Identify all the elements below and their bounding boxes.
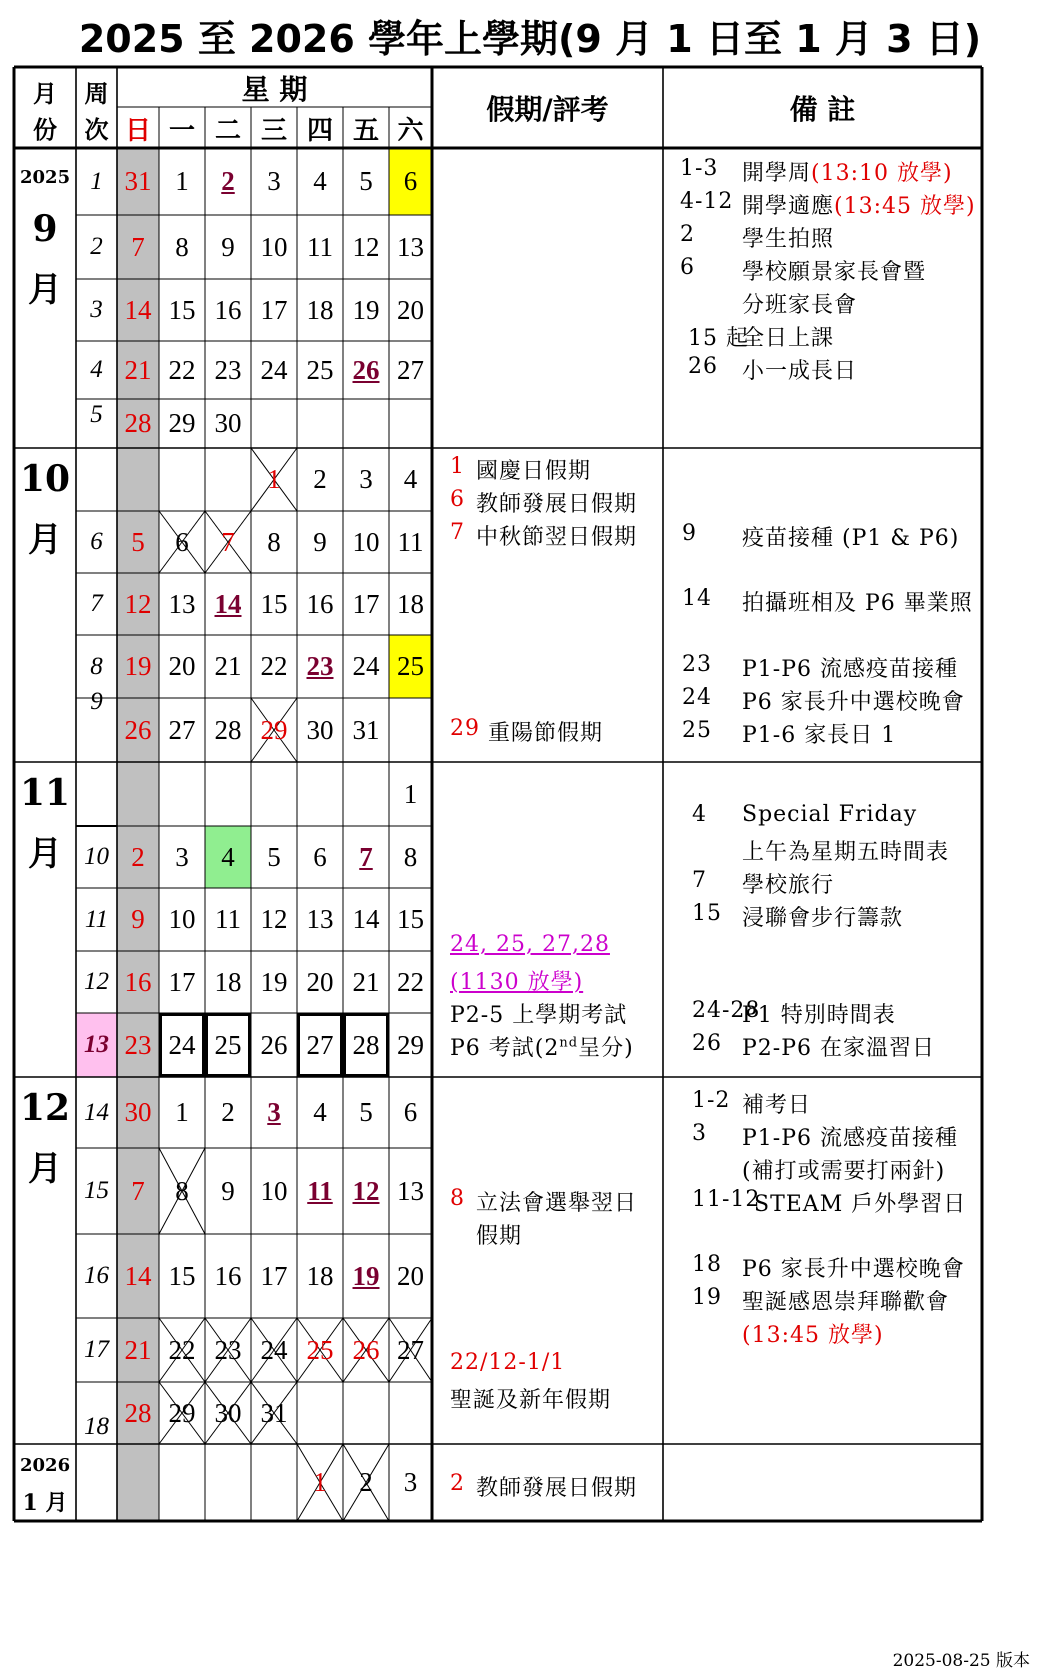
calendar-day: 5 — [359, 1097, 373, 1127]
calendar-day: 4 — [313, 166, 327, 196]
remark-label: 小一成長日 — [742, 359, 858, 384]
calendar-day: 24 — [260, 1334, 288, 1365]
header-weekday: 六 — [397, 115, 424, 146]
remark-date: 26 — [688, 354, 718, 379]
calendar-day: 22 — [168, 1334, 196, 1365]
calendar-day: 24 — [260, 354, 288, 385]
calendar-day: 31 — [260, 1397, 288, 1428]
header-weekday: 四 — [306, 115, 333, 146]
calendar-day: 26 — [124, 714, 152, 745]
remark-text: P2-P6 在家溫習日 — [742, 1036, 936, 1061]
calendar-day: 7 — [131, 1175, 145, 1206]
remark-text: (補打或需要打兩針) — [742, 1159, 946, 1184]
calendar-day: 18 — [214, 966, 242, 997]
remark-text: P1-P6 流感疫苗接種 — [742, 1126, 959, 1151]
exam-p6-text: 呈分) — [578, 1036, 634, 1061]
remark-label: 全日上課 — [742, 326, 835, 351]
exam-dismissal: (1130 放學) — [450, 970, 584, 995]
remark-date: 18 — [692, 1252, 722, 1277]
calendar-day: 6 — [313, 841, 327, 872]
remark-label: 學校願景家長會暨 — [742, 260, 927, 285]
calendar-day: 21 — [124, 1334, 152, 1365]
calendar-day: 5 — [267, 841, 281, 872]
header-weekday-group: 星 期 — [241, 73, 308, 106]
header-weekday: 二 — [214, 115, 241, 146]
header-month: 份 — [33, 115, 57, 144]
week-number: 1 — [90, 167, 103, 195]
remark-date: 26 — [692, 1031, 722, 1056]
calendar-day: 3 — [175, 841, 189, 872]
week-number: 16 — [84, 1262, 109, 1289]
week-number: 10 — [84, 843, 109, 870]
calendar-day: 21 — [214, 651, 242, 681]
header-holidays: 假期/評考 — [486, 92, 609, 126]
remark-date: 15 起 — [688, 326, 749, 351]
calendar-day: 22 — [397, 966, 424, 997]
month-year: 2025 — [20, 167, 71, 188]
calendar-day: 16 — [214, 294, 242, 325]
calendar-day: 4 — [221, 841, 235, 872]
month-label: 月 — [28, 1149, 62, 1189]
remark-label: 分班家長會 — [742, 293, 858, 318]
remark-date: 25 — [682, 718, 712, 743]
remark-text — [742, 288, 857, 319]
calendar-day: 19 — [352, 294, 380, 325]
header-weekday: 三 — [260, 115, 287, 146]
calendar-day: 26 — [260, 1029, 288, 1060]
calendar-day: 4 — [313, 1097, 327, 1127]
page-title: 2025 至 2026 學年上學期(9 月 1 日至 1 月 3 日) — [78, 17, 982, 61]
calendar-day: 10 — [260, 1175, 288, 1206]
calendar-day: 12 — [352, 231, 380, 262]
calendar-day: 9 — [221, 1175, 235, 1206]
calendar-day: 28 — [124, 1397, 152, 1428]
calendar-day: 16 — [214, 1260, 242, 1291]
calendar-day: 28 — [124, 408, 152, 438]
calendar-day: 26 — [352, 1334, 380, 1365]
remark-label: 開學周 — [742, 161, 812, 186]
calendar-day: 19 — [260, 966, 288, 997]
holiday-date: 7 — [450, 520, 465, 545]
header-week: 次 — [84, 115, 109, 144]
remark-date: 15 — [692, 901, 722, 926]
remark-text — [742, 222, 834, 253]
remark-dismissal: (13:45 放學) — [834, 194, 976, 219]
calendar-day: 30 — [214, 1397, 242, 1428]
week-number: 6 — [90, 528, 103, 555]
holiday-name: 教師發展日假期 — [476, 1476, 638, 1501]
calendar-day: 14 — [124, 1260, 152, 1291]
header-week: 周 — [84, 79, 109, 108]
calendar-day: 10 — [352, 526, 380, 557]
remark-date: 6 — [680, 255, 695, 280]
calendar-day: 17 — [168, 966, 196, 997]
calendar-day: 16 — [124, 966, 152, 997]
calendar-day: 4 — [403, 464, 418, 494]
calendar-day: 2 — [221, 1097, 235, 1127]
week-number: 14 — [84, 1098, 109, 1126]
exam-name — [450, 1031, 634, 1062]
remark-date: 24-28 — [692, 998, 761, 1023]
remark-text: (13:45 放學) — [742, 1323, 884, 1348]
remark-text: P1-P6 流感疫苗接種 — [742, 657, 959, 682]
calendar-day: 8 — [403, 841, 418, 872]
remark-text: P1-6 家長日 1 — [742, 723, 897, 748]
calendar-day: 3 — [359, 464, 373, 494]
calendar-day: 5 — [359, 166, 373, 196]
remark-dismissal: (13:10 放學) — [811, 161, 953, 186]
calendar-day: 31 — [352, 714, 380, 745]
remark-text — [742, 321, 834, 352]
remark-text — [742, 354, 857, 385]
calendar-day: 15 — [168, 1260, 196, 1291]
calendar-day: 8 — [175, 231, 189, 262]
version-label: 2025-08-25 版本 — [892, 1651, 1030, 1671]
remark-date: 3 — [692, 1121, 707, 1146]
remark-date: 14 — [682, 586, 712, 611]
calendar-day: 6 — [403, 166, 418, 196]
calendar-day: 9 — [221, 231, 235, 262]
calendar-day: 18 — [306, 1260, 334, 1291]
calendar-day: 10 — [260, 231, 288, 262]
calendar-day: 2 — [359, 1467, 373, 1497]
holiday-name: 聖誕及新年假期 — [450, 1388, 612, 1413]
remark-date: 4-12 — [680, 189, 734, 214]
holiday-name: 中秋節翌日假期 — [476, 525, 638, 550]
calendar-day: 30 — [214, 408, 242, 438]
week-number: 11 — [84, 905, 109, 933]
calendar-day: 1 — [267, 464, 281, 494]
calendar-day: 9 — [131, 904, 145, 934]
remark-date: 1-3 — [680, 156, 719, 181]
holiday-name: 假期 — [476, 1224, 523, 1249]
remark-label: 學生拍照 — [742, 227, 835, 252]
holiday-name: 國慶日假期 — [476, 459, 592, 484]
calendar-day: 13 — [306, 904, 334, 934]
remark-text: 拍攝班相及 P6 畢業照 — [742, 591, 973, 616]
calendar-day: 18 — [306, 294, 334, 325]
calendar-day: 11 — [307, 1175, 333, 1206]
calendar-day: 28 — [214, 714, 242, 745]
calendar-day: 20 — [397, 294, 424, 325]
calendar-day: 18 — [397, 588, 424, 619]
month-label: 9 — [32, 208, 58, 250]
remark-text: Special Friday — [742, 802, 918, 827]
calendar-day: 15 — [397, 904, 424, 934]
holiday-date: 22/12-1/1 — [450, 1350, 566, 1375]
calendar-day: 13 — [397, 231, 424, 262]
calendar-day: 11 — [307, 231, 333, 262]
week-number: 4 — [90, 356, 103, 383]
month-label: 月 — [28, 520, 62, 560]
week-number: 12 — [84, 968, 109, 995]
calendar-day: 20 — [397, 1260, 424, 1291]
holiday-name: 立法會選舉翌日 — [476, 1191, 638, 1216]
holiday-date: 1 — [450, 454, 465, 479]
exam-p6-text: P6 考試(2 — [450, 1036, 560, 1061]
calendar-day: 27 — [168, 714, 196, 745]
week-number: 9 — [90, 688, 103, 715]
calendar-day: 20 — [306, 966, 334, 997]
calendar-day: 8 — [175, 1175, 189, 1206]
remark-date: 23 — [682, 652, 712, 677]
calendar-day: 20 — [168, 651, 196, 681]
calendar-day: 25 — [306, 1334, 334, 1365]
calendar-day: 27 — [397, 1334, 424, 1365]
calendar-day: 1 — [403, 778, 418, 809]
calendar-day: 9 — [313, 526, 327, 557]
calendar-day: 27 — [306, 1029, 334, 1060]
calendar-day: 23 — [306, 651, 334, 681]
calendar-day: 14 — [352, 904, 380, 934]
exam-dates: 24, 25, 27,28 — [450, 932, 610, 957]
calendar-day: 19 — [124, 651, 152, 681]
week-number: 7 — [90, 590, 103, 617]
month-label: 12 — [19, 1087, 71, 1129]
week-number: 3 — [90, 296, 103, 323]
holiday-name: 教師發展日假期 — [476, 492, 638, 517]
calendar-day: 31 — [124, 166, 152, 196]
calendar-day: 11 — [397, 526, 424, 557]
calendar-day: 15 — [260, 588, 288, 619]
remark-date: 4 — [692, 802, 707, 827]
remark-text: 聖誕感恩崇拜聯歡會 — [742, 1290, 950, 1315]
calendar-day: 29 — [260, 714, 288, 745]
calendar-day: 3 — [267, 1097, 281, 1127]
month-year: 2026 — [20, 1455, 71, 1476]
remark-text: P6 家長升中選校晚會 — [742, 690, 965, 715]
week-number: 8 — [90, 652, 103, 680]
calendar-day: 5 — [131, 526, 145, 557]
calendar-day: 7 — [131, 231, 145, 262]
header-month: 月 — [33, 79, 57, 108]
calendar-day: 1 — [313, 1467, 327, 1497]
calendar-day: 7 — [359, 841, 373, 872]
remark-label: 開學適應 — [742, 194, 835, 219]
calendar-day: 14 — [214, 588, 242, 619]
week-number: 18 — [84, 1412, 109, 1440]
remark-text: 疫苗接種 (P1 & P6) — [742, 526, 960, 551]
calendar-day: 2 — [221, 166, 235, 196]
remark-text: STEAM 戶外學習日 — [754, 1192, 967, 1217]
calendar-day: 28 — [352, 1029, 380, 1060]
calendar-day: 10 — [168, 904, 196, 934]
calendar-day: 23 — [214, 1334, 242, 1365]
week-number: 17 — [84, 1336, 109, 1363]
calendar-day: 27 — [397, 354, 424, 385]
week-number: 2 — [90, 233, 103, 260]
calendar-day: 6 — [403, 1097, 418, 1127]
holiday-date: 6 — [450, 487, 465, 512]
calendar-day: 17 — [260, 1260, 288, 1291]
calendar-day: 8 — [267, 526, 281, 557]
month-label: 11 — [19, 772, 71, 814]
remark-date: 9 — [682, 521, 697, 546]
remark-text: 學校旅行 — [742, 873, 835, 898]
remark-text: P6 家長升中選校晚會 — [742, 1257, 965, 1282]
remark-date: 24 — [682, 685, 712, 710]
header-weekday: 一 — [168, 115, 195, 146]
month-label: 1 月 — [22, 1490, 68, 1516]
calendar-day: 22 — [260, 651, 288, 681]
calendar-day: 11 — [215, 904, 241, 934]
holiday-name: 重陽節假期 — [488, 721, 604, 746]
header-weekday: 五 — [352, 115, 379, 146]
calendar-day: 25 — [306, 354, 334, 385]
holiday-date: 29 — [450, 716, 480, 741]
calendar-day: 13 — [168, 588, 196, 619]
calendar-day: 12 — [260, 904, 288, 934]
week-number: 13 — [84, 1031, 109, 1058]
calendar-day: 15 — [168, 294, 196, 325]
exam-name: P2-5 上學期考試 — [450, 1003, 628, 1028]
calendar-day: 24 — [352, 651, 380, 681]
calendar-day: 13 — [397, 1175, 424, 1206]
calendar-day: 17 — [352, 588, 380, 619]
calendar-day: 21 — [124, 354, 152, 385]
remark-date: 1-2 — [692, 1088, 731, 1113]
calendar-day: 16 — [306, 588, 334, 619]
calendar-day: 23 — [214, 354, 242, 385]
calendar-day: 30 — [306, 714, 334, 745]
calendar-day: 26 — [352, 354, 380, 385]
remark-text: 上午為星期五時間表 — [742, 840, 950, 865]
calendar-day: 23 — [124, 1029, 152, 1060]
week-number: 5 — [90, 401, 103, 428]
week-number: 15 — [84, 1177, 109, 1204]
remark-date: 19 — [692, 1285, 722, 1310]
remark-text: 浸聯會步行籌款 — [742, 906, 904, 931]
remark-date: 11-12 — [692, 1187, 761, 1212]
calendar-day: 2 — [131, 841, 145, 872]
header-weekday: 日 — [124, 115, 151, 146]
superscript: nd — [559, 1035, 579, 1051]
calendar-day: 1 — [175, 1097, 189, 1127]
remark-date: 2 — [680, 222, 695, 247]
calendar-day: 12 — [124, 588, 152, 619]
month-label: 月 — [28, 270, 62, 310]
calendar-day: 19 — [352, 1260, 380, 1291]
calendar-day: 14 — [124, 294, 152, 325]
calendar-day: 30 — [124, 1097, 152, 1127]
calendar-day: 25 — [397, 651, 424, 681]
remark-text — [742, 156, 953, 187]
remark-text: 補考日 — [742, 1093, 812, 1118]
calendar-day: 7 — [221, 526, 235, 557]
calendar-day: 2 — [313, 464, 327, 494]
month-label: 月 — [28, 834, 62, 874]
remark-text — [742, 189, 976, 220]
calendar-day: 17 — [260, 294, 288, 325]
calendar-day: 29 — [168, 408, 196, 438]
calendar-day: 6 — [175, 526, 189, 557]
calendar-day: 1 — [175, 166, 189, 196]
calendar-day: 3 — [403, 1467, 418, 1497]
calendar-day: 22 — [168, 354, 196, 385]
calendar-day: 24 — [168, 1029, 196, 1060]
calendar-day: 29 — [397, 1029, 424, 1060]
calendar-day: 25 — [214, 1029, 242, 1060]
calendar-day: 12 — [352, 1175, 380, 1206]
header-remarks: 備 註 — [789, 92, 856, 126]
month-label: 10 — [19, 458, 71, 500]
calendar-day: 29 — [168, 1397, 196, 1428]
calendar-day: 3 — [267, 166, 281, 196]
calendar-day: 21 — [352, 966, 380, 997]
remark-text — [742, 255, 926, 286]
holiday-date: 2 — [450, 1471, 465, 1496]
remark-text: P1 特別時間表 — [742, 1003, 896, 1028]
remark-date: 7 — [692, 868, 707, 893]
holiday-date: 8 — [450, 1186, 465, 1211]
